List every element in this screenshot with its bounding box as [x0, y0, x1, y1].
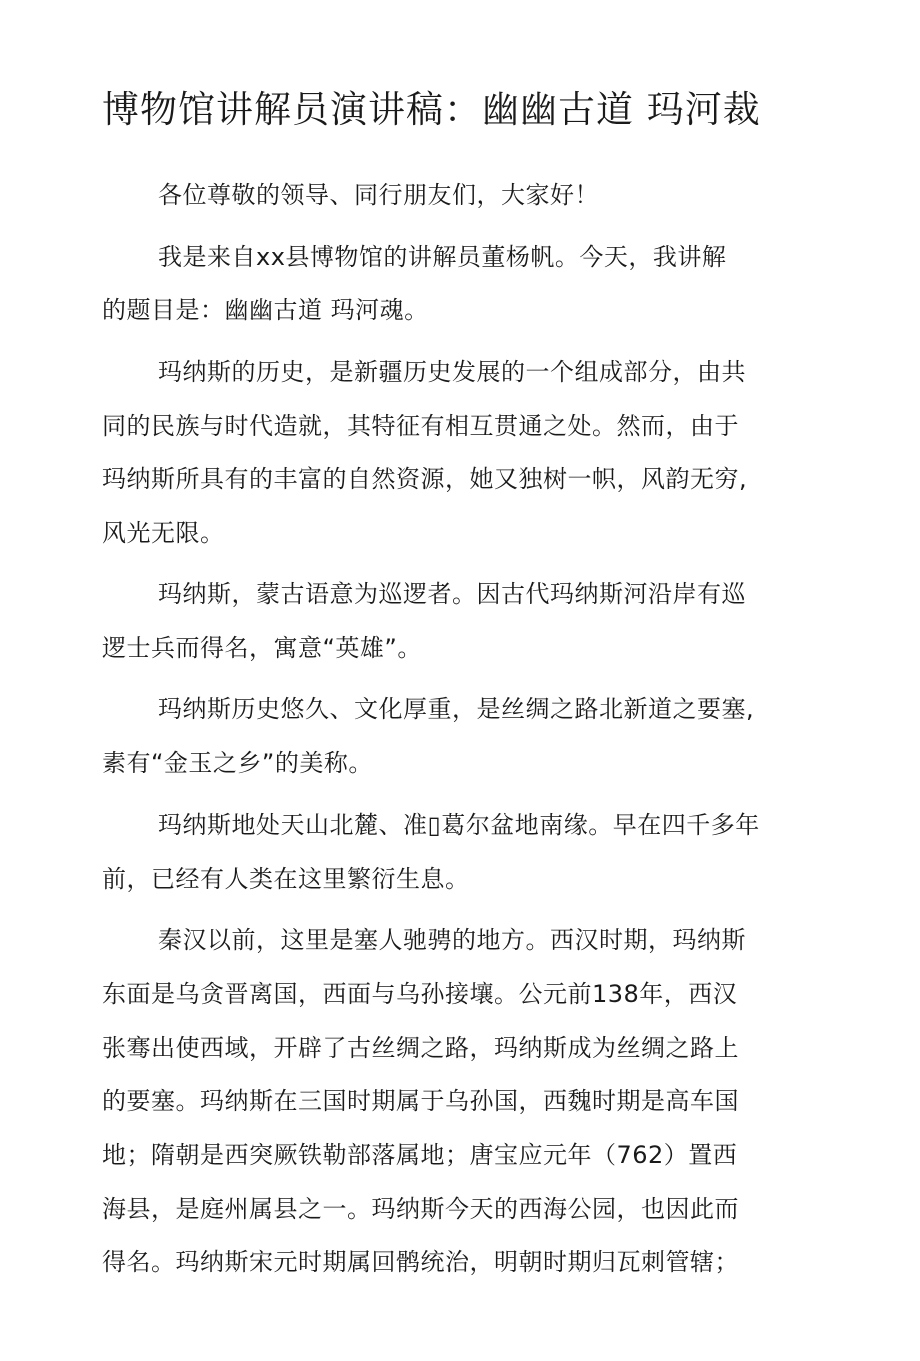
- text-line: 玛纳斯所具有的丰富的自然资源，她又独树一帜，风韵无穷,: [102, 465, 748, 493]
- text-line: 地；隋朝是西突厥铁勒部落属地；唐宝应元年（762）置西: [102, 1141, 738, 1169]
- text-line: 玛纳斯地处天山北麓、准▯葛尔盆地南缘。早在四千多年: [158, 811, 760, 839]
- document-title: 博物馆讲解员演讲稿：幽幽古道 玛河裁: [102, 88, 761, 131]
- text-line: 玛纳斯的历史，是新疆历史发展的一个组成部分，由共: [158, 358, 746, 386]
- text-line: 东面是乌贪晋离国，西面与乌孙接壤。公元前138年，西汉: [102, 980, 738, 1008]
- text-line: 风光无限。: [102, 519, 225, 547]
- text-line: 我是来自xx县博物馆的讲解员董杨帆。今天，我讲解: [158, 243, 727, 271]
- text-line: 各位尊敬的领导、同行朋友们，大家好！: [158, 181, 599, 209]
- text-line: 得名。玛纳斯宋元时期属回鹘统治，明朝时期归瓦刺管辖；: [102, 1248, 739, 1276]
- text-line: 素有“金玉之乡”的美称。: [102, 749, 373, 777]
- text-line: 的题目是：幽幽古道 玛河魂。: [102, 296, 429, 324]
- text-line: 逻士兵而得名，寓意“英雄”。: [102, 634, 422, 662]
- text-line: 的要塞。玛纳斯在三国时期属于乌孙国，西魏时期是高车国: [102, 1087, 739, 1115]
- text-line: 海县，是庭州属县之一。玛纳斯今天的西海公园，也因此而: [102, 1195, 739, 1223]
- text-line: 同的民族与时代造就，其特征有相互贯通之处。然而，由于: [102, 412, 739, 440]
- text-line: 玛纳斯历史悠久、文化厚重，是丝绸之路北新道之要塞,: [158, 695, 755, 723]
- text-line: 玛纳斯，蒙古语意为巡逻者。因古代玛纳斯河沿岸有巡: [158, 580, 746, 608]
- text-line: 张骞出使西域，开辟了古丝绸之路，玛纳斯成为丝绸之路上: [102, 1034, 739, 1062]
- text-line: 前，已经有人类在这里繁衍生息。: [102, 865, 470, 893]
- text-line: 秦汉以前，这里是塞人驰骋的地方。西汉时期，玛纳斯: [158, 926, 746, 954]
